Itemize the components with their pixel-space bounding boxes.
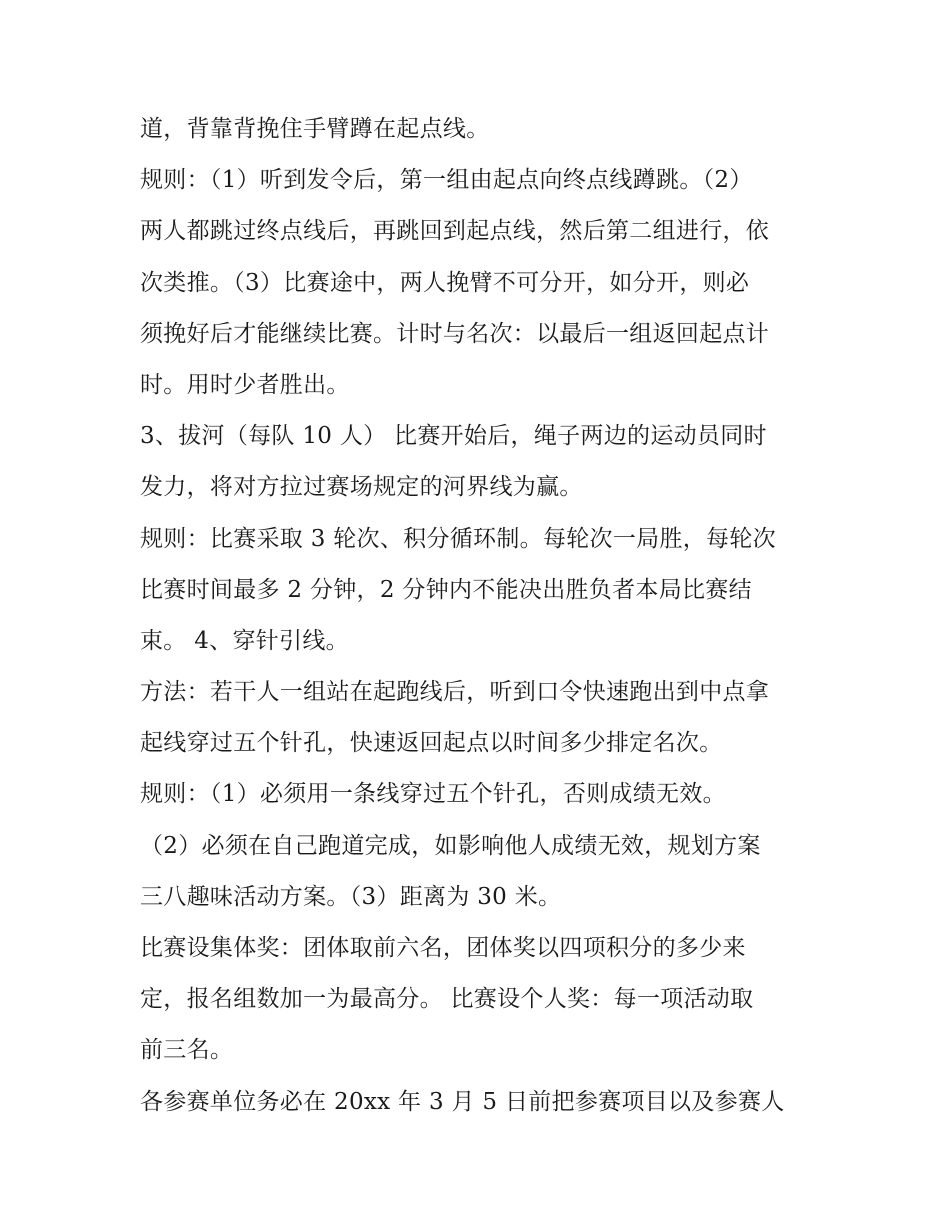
text-line: 三八趣味活动方案。（3）距离为 30 米。 — [140, 883, 562, 910]
text-line: 时。用时少者胜出。 — [140, 371, 350, 398]
text-line: 发力，将对方拉过赛场规定的河界线为赢。 — [140, 474, 583, 501]
text-line: 束。 4、穿针引线。 — [140, 627, 349, 654]
text-line: 规则：（1）听到发令后，第一组由起点向终点线蹲跳。（2） — [140, 167, 753, 194]
text-line: 规则：（1）必须用一条线穿过五个针孔，否则成绩无效。 — [140, 781, 726, 808]
text-line: 方法：若干人一组站在起跑线后，听到口令快速跑出到中点拿 — [140, 679, 770, 706]
text-line: 道，背靠背挽住手臂蹲在起点线。 — [140, 116, 490, 142]
document-body — [140, 104, 820, 1128]
text-line: 前三名。 — [140, 1037, 234, 1064]
text-line: 3、拔河（每队 10 人） 比赛开始后，绳子两边的运动员同时 — [140, 423, 767, 450]
text-line: 起线穿过五个针孔，快速返回起点以时间多少排定名次。 — [140, 730, 723, 757]
text-line: 两人都跳过终点线后，再跳回到起点线，然后第二组进行，依 — [140, 218, 770, 245]
text-line: 须挽好后才能继续比赛。计时与名次：以最后一组返回起点计 — [140, 320, 770, 347]
text-line: 各参赛单位务必在 20xx 年 3 月 5 日前把参赛项目以及参赛人 — [140, 1088, 785, 1115]
text-line: 规则：比赛采取 3 轮次、积分循环制。每轮次一局胜，每轮次 — [140, 525, 776, 552]
text-line: （2）必须在自己跑道完成，如影响他人成绩无效，规划方案 — [140, 832, 761, 859]
text-line: 定，报名组数加一为最高分。 比赛设个人奖：每一项活动取 — [140, 986, 754, 1013]
text-line: 次类推。（3）比赛途中，两人挽臂不可分开，如分开，则必 — [140, 269, 750, 296]
text-line: 比赛设集体奖：团体取前六名，团体奖以四项积分的多少来 — [140, 935, 746, 961]
text-line: 比赛时间最多 2 分钟，2 分钟内不能决出胜负者本局比赛结 — [140, 576, 752, 603]
